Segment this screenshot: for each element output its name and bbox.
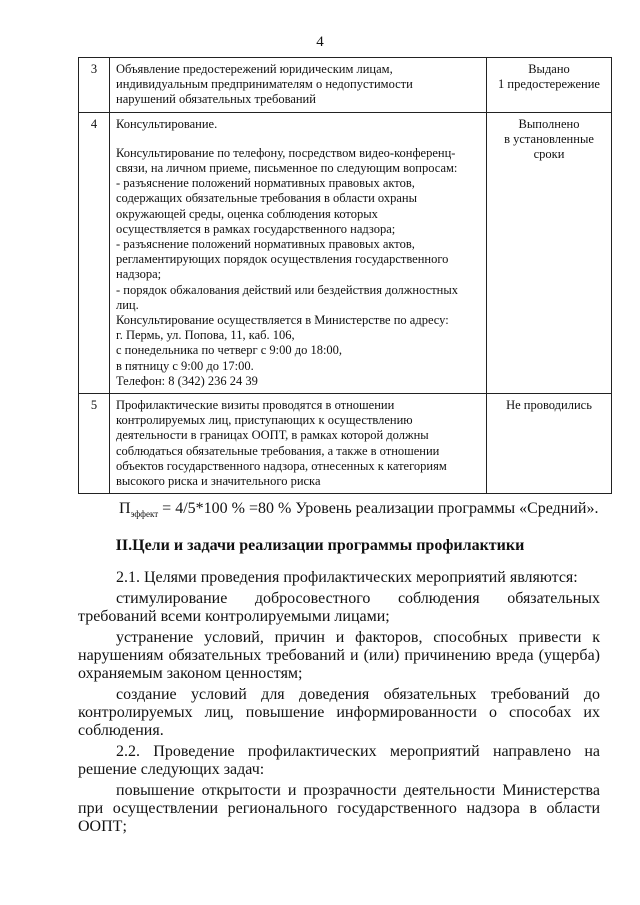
paragraph: устранение условий, причин и факторов, способных привести к нарушениям обязательных требований и (или) причинению вреда (ущерба) охраняемым законом ценностям; [78, 629, 600, 682]
text-line: Профилактические визиты проводятся в отношении [116, 398, 395, 413]
status-line: сроки [533, 147, 565, 162]
paragraph: стимулирование добросовестного соблюдения обязательных требований всеми контролируемыми лицами; [78, 590, 600, 625]
status-line: Выдано [528, 62, 570, 76]
formula-expression: = 4/5*100 % =80 % Уровень реализации программы «Средний». [158, 500, 599, 517]
row-status [487, 394, 612, 494]
text-line: Консультирование осуществляется в Министерстве по адресу: [116, 313, 449, 328]
text-line: - порядок обжалования действий или бездействия должностных [116, 282, 459, 297]
status-line: 1 предостережение [498, 77, 600, 92]
text-line: г. Пермь, ул. Попова, 11, каб. 106, [116, 328, 295, 343]
page-number: 4 [316, 34, 324, 50]
formula-symbol: П [119, 500, 131, 517]
text-line: нарушений обязательных требований [116, 92, 316, 107]
body-text [78, 590, 600, 626]
text-line: - разъяснение положений нормативных правовых актов, [116, 237, 415, 252]
text-line: связи, на личном приеме, письменное по следующим вопросам: [116, 161, 458, 176]
table-row [79, 112, 612, 393]
text-line: объектов государственного надзора, отнесенных к категориям [116, 458, 447, 473]
row-number: 4 [79, 112, 110, 393]
body-text [78, 782, 600, 836]
text-line: Консультирование по телефону, посредством видео-конференц- [116, 145, 456, 160]
row-description [110, 394, 487, 494]
text-line: - разъяснение положений нормативных правовых актов, [116, 176, 415, 191]
formula-subscript: эффект [130, 509, 159, 520]
status-line: Не проводились [506, 398, 592, 413]
row-number: 3 [79, 58, 110, 113]
table-row [79, 394, 612, 494]
row-description [110, 112, 487, 393]
text-line: контролируемых лиц, приступающих к осуществлению [116, 413, 413, 428]
paragraph: 2.2. Проведение профилактических мероприятий направлено на решение следующих задач: [78, 743, 600, 778]
status-line: Выполнено [518, 116, 580, 131]
status-line: в установленные [504, 131, 594, 146]
text-line: Телефон: 8 (342) 236 24 39 [116, 373, 258, 388]
paragraph: повышение открытости и прозрачности деятельности Министерства при осуществлении регионального государственного надзора в области ООПТ; [78, 782, 600, 835]
paragraph: создание условий для доведения обязательных требований до контролируемых лиц, повышение информированности о способах их соблюдения. [78, 686, 600, 739]
body-text [78, 686, 600, 740]
row-status [487, 112, 612, 393]
text-line: надзора; [116, 267, 162, 282]
row-status [487, 58, 612, 113]
text-line: в пятницу с 9:00 до 17:00. [116, 358, 254, 373]
row-number: 5 [79, 394, 110, 494]
table-row [79, 58, 612, 113]
text-line: окружающей среды, оценка соблюдения которых [116, 206, 378, 221]
efficiency-formula [119, 500, 598, 519]
row-description [110, 58, 487, 113]
text-line: соблюдаться обязательные требования, а также в отношении [116, 443, 440, 458]
activities-table [78, 57, 612, 494]
text-line: деятельности в границах ООПТ, в рамках которой должны [116, 428, 429, 443]
paragraph: 2.1. Целями проведения профилактических мероприятий являются: [116, 569, 578, 586]
text-line: высокого риска и значительного риска [116, 474, 321, 489]
text-line: лиц. [116, 297, 139, 312]
text-line: индивидуальным предпринимателям о недопустимости [116, 77, 413, 92]
row-title: Консультирование. [116, 116, 218, 131]
text-line: Объявление предостережений юридическим лицам, [116, 62, 393, 76]
section-title: II.Цели и задачи реализации программы профилактики [115, 537, 525, 554]
text-line: с понедельника по четверг с 9:00 до 18:00, [116, 343, 343, 358]
body-text [78, 743, 600, 779]
body-text [78, 569, 600, 587]
text-line: регламентирующих порядок осуществления государственного [116, 252, 449, 267]
text-line: осуществляется в рамках государственного надзора; [116, 221, 396, 236]
text-line: содержащих обязательные требования в области охраны [116, 191, 417, 206]
body-text [78, 629, 600, 683]
